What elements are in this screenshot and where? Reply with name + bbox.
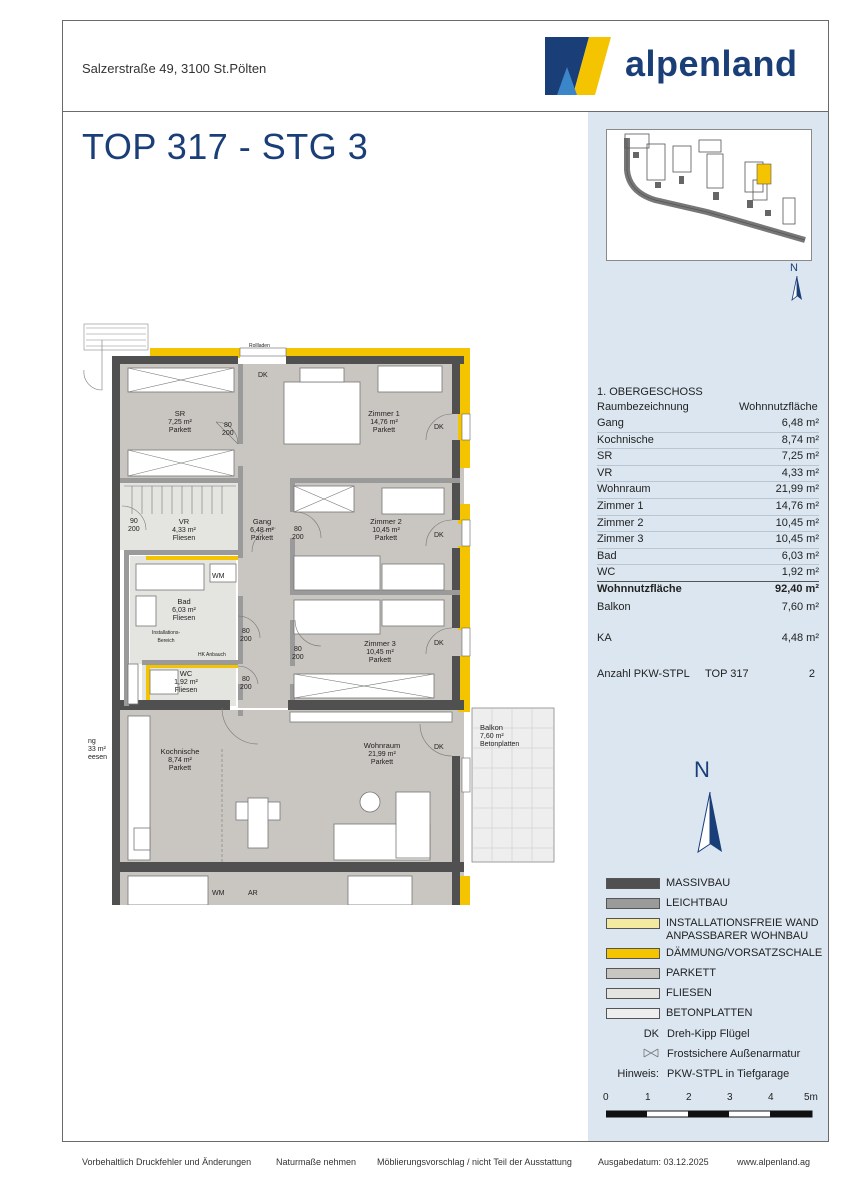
- legend-swatch: [606, 1008, 660, 1019]
- north-arrow-small-icon: [791, 276, 803, 302]
- legend-label: BETONPLATTEN: [666, 1007, 753, 1019]
- room-name: Gang: [597, 417, 624, 429]
- legend-swatch: [606, 988, 660, 999]
- legend-label: PARKETT: [666, 967, 716, 979]
- col-room-header: Raumbezeichnung: [597, 401, 689, 413]
- scale-label: 3: [727, 1092, 733, 1103]
- legend-swatch: [606, 878, 660, 889]
- ka-row: [597, 632, 819, 644]
- table-row: [597, 532, 819, 549]
- dk-label: DK: [434, 424, 444, 431]
- room-name: Zimmer 3: [597, 533, 644, 546]
- legend-label: DÄMMUNG/VORSATZSCHALE: [666, 947, 823, 959]
- door-dimension: 80 200: [292, 646, 304, 661]
- room-area: 4,33 m²: [781, 466, 819, 479]
- scale-bar-graphic: [606, 1109, 816, 1119]
- legend-label: MASSIVBAU: [666, 877, 731, 889]
- keyplan-north-label: N: [790, 262, 798, 274]
- room-name: Zimmer 1: [597, 499, 644, 512]
- dk-label: DK: [434, 640, 444, 647]
- legend-item: [606, 947, 822, 960]
- room-area: 6,48 m²: [781, 417, 819, 429]
- legend-item: [606, 987, 712, 1000]
- door-dimension: 80 200: [292, 526, 304, 541]
- logo-mark-icon: [545, 37, 615, 97]
- room-name: Zimmer 2: [597, 516, 644, 529]
- room-label-zimmer1: Zimmer 1 14,76 m² Parkett: [368, 409, 400, 434]
- legend-item: [606, 1007, 752, 1020]
- total-row: [597, 582, 819, 598]
- room-label-zimmer2: Zimmer 2 10,45 m² Parkett: [370, 517, 402, 542]
- keyplan-drawing: [607, 130, 811, 260]
- logo-text: alpenland: [625, 43, 798, 84]
- install-note-label: Installations-Bereich: [151, 630, 181, 644]
- legend-swatch: [606, 948, 660, 959]
- neighbor-ar-label: AR: [248, 890, 258, 897]
- room-area: 21,99 m²: [775, 483, 819, 496]
- room-area: 6,03 m²: [781, 549, 819, 562]
- floor-plan: [62, 320, 588, 905]
- symbol-row: [597, 1068, 819, 1080]
- legend-label: FLIESEN: [666, 987, 712, 999]
- legend-label-line2: ANPASSBARER WOHNBAU: [666, 930, 809, 942]
- door-dimension: 80 200: [240, 628, 252, 643]
- room-area: 7,25 m²: [781, 450, 819, 463]
- address: Salzerstraße 49, 3100 St.Pölten: [82, 61, 267, 76]
- frost-tap-icon: [597, 1048, 667, 1061]
- balkon-row: [597, 601, 819, 613]
- parking-top: TOP 317: [705, 668, 749, 680]
- balkon-label: Balkon: [597, 601, 631, 613]
- legend-swatch: [606, 968, 660, 979]
- symbol-text: PKW-STPL in Tiefgarage: [667, 1068, 790, 1080]
- footer-divider: [62, 1141, 829, 1142]
- legend-swatch: [606, 898, 660, 909]
- floor-label: 1. OBERGESCHOSS: [597, 386, 703, 398]
- north-label: N: [694, 757, 710, 782]
- scale-label: 1: [645, 1092, 651, 1103]
- parking-label: Anzahl PKW-STPL: [597, 668, 690, 680]
- room-area: 10,45 m²: [775, 516, 819, 529]
- wm-label: WM: [212, 890, 225, 897]
- scale-label: 2: [686, 1092, 692, 1103]
- room-label-vr: VR 4,33 m² Fliesen: [172, 517, 196, 542]
- balkon-area: 7,60 m²: [781, 601, 819, 613]
- scale-label: 0: [603, 1092, 609, 1103]
- symbol-row: [597, 1028, 819, 1040]
- footer-disclaimer: Vorbehaltlich Druckfehler und Änderungen: [82, 1157, 252, 1167]
- footer-measure: Naturmaße nehmen: [276, 1157, 357, 1167]
- scale-label: 5m: [804, 1092, 818, 1103]
- alpenland-logo: [545, 37, 815, 97]
- page-title: TOP 317 - STG 3: [82, 126, 369, 167]
- table-row: [597, 482, 819, 499]
- legend-swatch: [606, 918, 660, 929]
- room-label-gang: Gang 6,48 m² Parkett: [250, 517, 274, 542]
- total-label: Wohnnutzfläche: [597, 582, 682, 595]
- room-label-balkon: Balkon 7,60 m² Betonplatten: [480, 723, 520, 748]
- total-area: 92,40 m²: [774, 582, 819, 595]
- hk-label: HK Anbauch: [198, 652, 226, 658]
- parking-count: 2: [808, 668, 815, 680]
- table-row: [597, 549, 819, 566]
- room-name: VR: [597, 466, 613, 479]
- legend-item: [606, 877, 730, 890]
- room-name: SR: [597, 450, 613, 463]
- room-area: 1,92 m²: [781, 566, 819, 579]
- symbol-key: Hinweis:: [617, 1068, 659, 1080]
- parking-row: [597, 668, 819, 680]
- door-dimension: 80 200: [222, 422, 234, 437]
- footer-website[interactable]: www.alpenland.ag: [737, 1157, 811, 1167]
- legend-item: [606, 917, 819, 943]
- room-label-wc: WC 1,92 m² Fliesen: [174, 669, 198, 694]
- table-row: [597, 499, 819, 516]
- footer-furniture: Möblierungsvorschlag / nicht Teil der Ausstattung: [377, 1157, 572, 1167]
- scale-label: 4: [768, 1092, 774, 1103]
- legend-label: LEICHTBAU: [666, 897, 728, 909]
- floor-plan-drawing: [62, 320, 588, 905]
- ka-label: KA: [597, 632, 612, 644]
- dk-label: DK: [434, 744, 444, 751]
- table-row: [597, 466, 819, 483]
- room-label-wohnraum: Wohnraum 21,99 m² Parkett: [363, 741, 401, 766]
- wm-label: WM: [212, 573, 225, 580]
- legend-item: [606, 897, 728, 910]
- room-area: 14,76 m²: [775, 499, 819, 512]
- table-row: [597, 565, 819, 582]
- room-label-kochnische: Kochnische 8,74 m² Parkett: [160, 747, 200, 772]
- footer-date: Ausgabedatum: 03.12.2025: [598, 1157, 709, 1167]
- table-row: [597, 416, 819, 433]
- legend-item: [606, 967, 716, 980]
- dk-label: DK: [258, 372, 268, 379]
- ka-area: 4,48 m²: [781, 632, 819, 644]
- table-row: [597, 449, 819, 466]
- north-arrow-icon: [697, 792, 723, 854]
- legend-label: [666, 917, 819, 943]
- symbol-text: Frostsichere Außenarmatur: [667, 1048, 801, 1060]
- room-name: WC: [597, 566, 616, 579]
- site-keyplan: [606, 129, 812, 261]
- col-area-header: Wohnnutzfläche: [739, 401, 818, 413]
- door-dimension: 90 200: [128, 518, 140, 533]
- symbol-key: DK: [643, 1028, 659, 1040]
- table-row: [597, 516, 819, 533]
- header-divider: [62, 111, 829, 112]
- room-area: 10,45 m²: [775, 533, 819, 546]
- symbol-row: [597, 1048, 819, 1061]
- dk-label: DK: [434, 532, 444, 539]
- room-name: Wohnraum: [597, 483, 651, 496]
- area-table: [597, 416, 819, 598]
- scale-bar: [603, 1092, 818, 1124]
- neighbor-label: ng 33 m² eesen: [88, 738, 108, 761]
- door-dimension: 80 200: [240, 676, 252, 691]
- room-label-zimmer3: Zimmer 3 10,45 m² Parkett: [364, 639, 396, 664]
- room-name: Kochnische: [597, 433, 654, 446]
- symbol-text: Dreh-Kipp Flügel: [667, 1028, 750, 1040]
- room-area: 8,74 m²: [781, 433, 819, 446]
- room-name: Bad: [597, 549, 617, 562]
- room-label-sr: SR 7,25 m² Parkett: [168, 409, 192, 434]
- room-label-bad: Bad 6,03 m² Fliesen: [172, 597, 196, 622]
- rollladen-label: Rollladen: [249, 343, 270, 349]
- legend-label-line1: INSTALLATIONSFREIE WAND: [666, 917, 819, 929]
- table-row: [597, 433, 819, 450]
